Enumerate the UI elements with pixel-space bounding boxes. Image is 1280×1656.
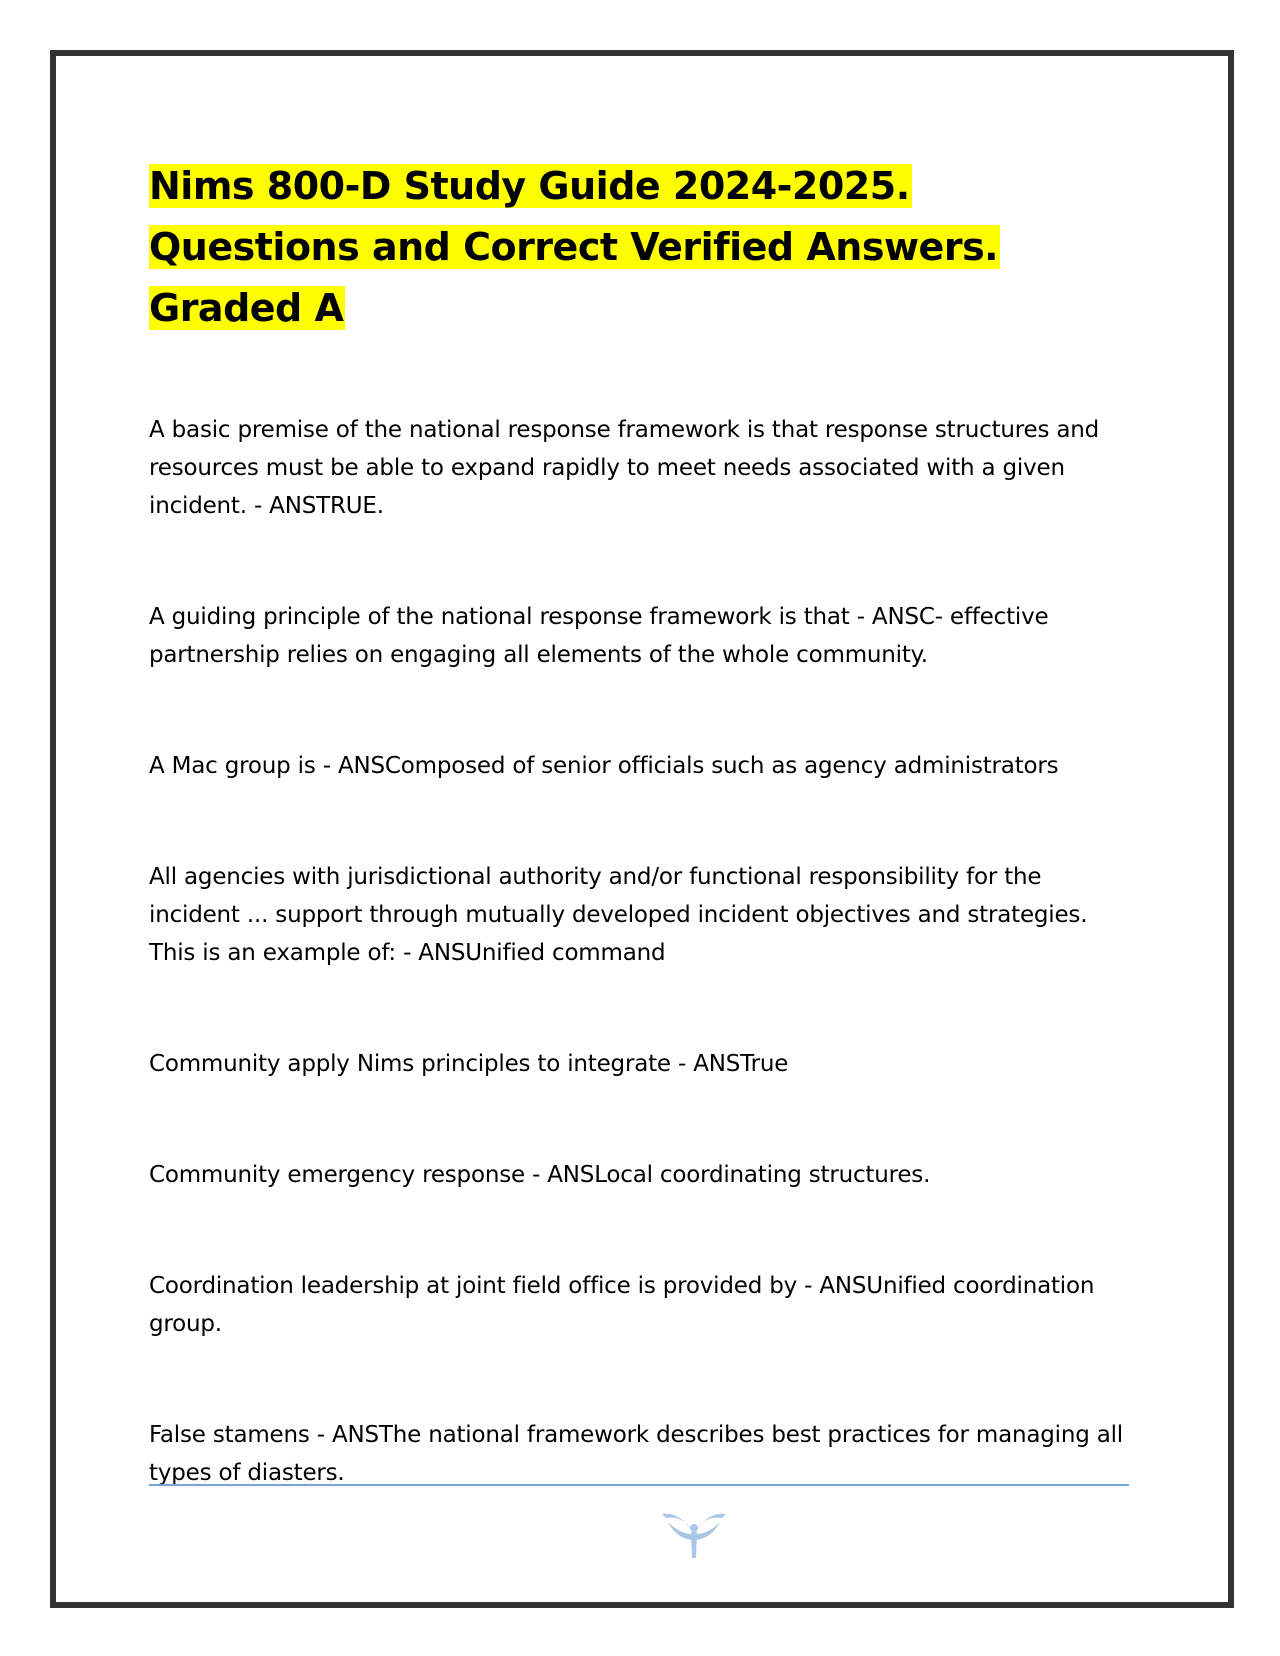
document-title <box>149 156 1129 339</box>
qa-item: All agencies with jurisdictional authority and/or functional responsibility for the incident ... support through mutually developed incident objectives and strategies. This is an example of: - ANSUnified command <box>149 864 1088 966</box>
qa-list <box>149 411 1129 1492</box>
qa-item: Community apply Nims principles to integrate - ANSTrue <box>149 1051 789 1077</box>
qa-item: Community emergency response - ANSLocal coordinating structures. <box>149 1162 931 1188</box>
document-content <box>149 156 1129 1565</box>
qa-item: Coordination leadership at joint field office is provided by - ANSUnified coordination group. <box>149 1273 1095 1337</box>
qa-item: False stamens - ANSThe national framework describes best practices for managing all types of diasters. <box>149 1422 1123 1486</box>
qa-item: A basic premise of the national response framework is that response structures and resources must be able to expand rapidly to meet needs associated with a given incident. - ANSTRUE. <box>149 417 1100 519</box>
qa-item: A Mac group is - ANSComposed of senior officials such as agency administrators <box>149 753 1059 779</box>
footer-divider <box>149 1484 1129 1486</box>
qa-item: A guiding principle of the national response framework is that - ANSC- effective partnership relies on engaging all elements of the whole community. <box>149 604 1049 668</box>
bird-logo-icon <box>658 1508 730 1560</box>
page-frame <box>50 50 1234 1608</box>
document-title-text: Nims 800-D Study Guide 2024-2025. Questions and Correct Verified Answers. Graded A <box>149 164 999 330</box>
